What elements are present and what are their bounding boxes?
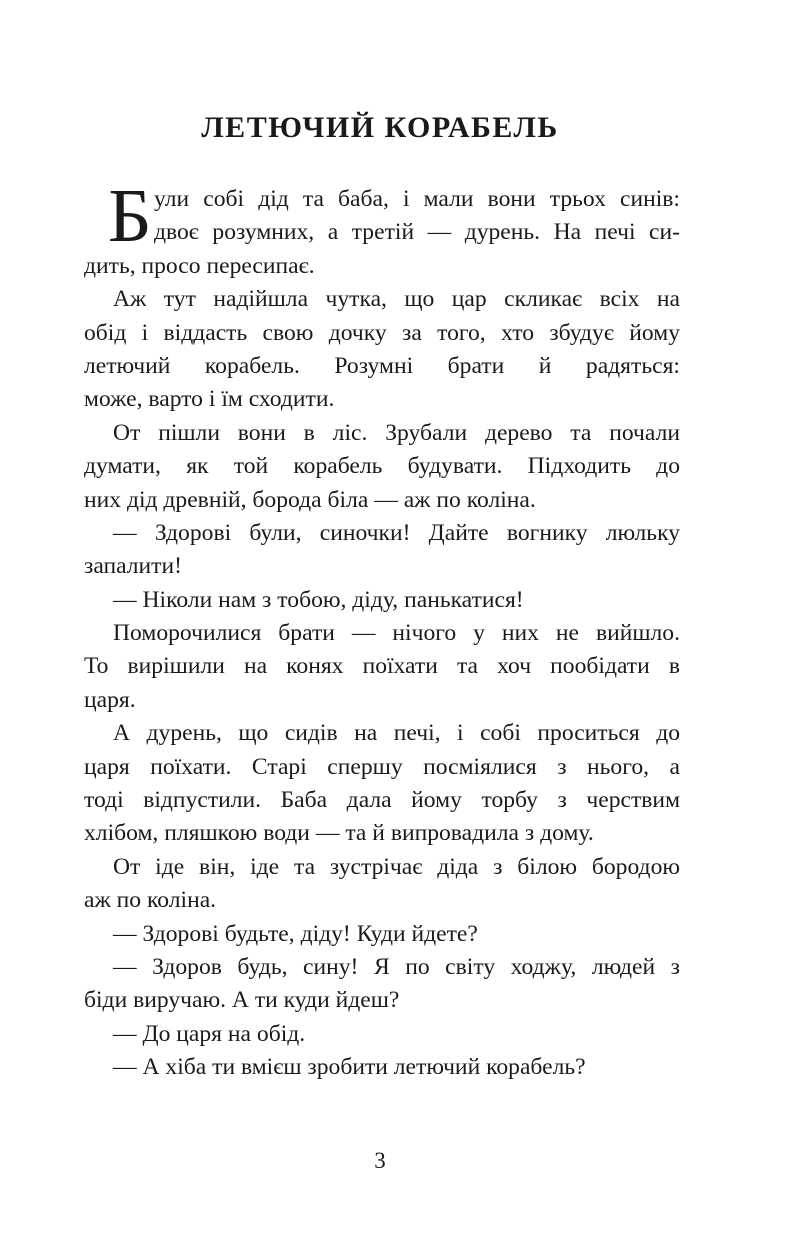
text-line: — Здорові будьте, діду! Куди йдете? [113, 920, 478, 947]
text-line: тоді відпустили. Баба дала йому торбу з черствим [84, 787, 680, 814]
page-number: 3 [374, 1148, 386, 1173]
drop-cap-letter: Б [108, 174, 152, 258]
text-line: — Ніколи нам з тобою, діду, панькатися! [113, 586, 524, 613]
text-line: думати, як той корабель будувати. Підходить до [84, 453, 680, 480]
text-line: аж по коліна. [84, 887, 217, 914]
text-line: запалити! [84, 553, 182, 580]
text-line: То вирішили на конях поїхати та хоч пообідати в [84, 653, 680, 680]
text-line: обід і віддасть свою дочку за того, хто збудує йому [84, 319, 680, 346]
text-line: — Здоров будь, сину! Я по світу ходжу, людей з [113, 953, 680, 980]
text-line: Аж тут надійшла чутка, що цар скликає всіх на [113, 286, 680, 313]
text-line: летючий корабель. Розумні брати й радяться: [84, 352, 680, 379]
text-line: двоє розумних, а третій — дурень. На печі си- [154, 219, 680, 246]
text-line: біди виручаю. А ти куди йдеш? [84, 987, 400, 1014]
text-line: них дід древній, борода біла — аж по коліна. [84, 486, 536, 513]
text-line: — Здорові були, синочки! Дайте вогнику люльку [113, 519, 680, 546]
text-line: може, варто і їм сходити. [84, 386, 335, 413]
text-line: царя. [84, 686, 136, 713]
story-text [84, 174, 680, 1085]
text-line: Поморочилися брати — нічого у них не вийшло. [113, 620, 680, 647]
text-line: От іде він, іде та зустрічає діда з білою бородою [113, 853, 680, 880]
text-line: дить, просо пересипає. [84, 252, 315, 279]
text-line: ули собі дід та баба, і мали вони трьох синів: [154, 186, 680, 212]
text-line: хлібом, пляшкою води — та й випровадила з дому. [84, 820, 594, 847]
text-line: А дурень, що сидів на печі, і собі проситься до [113, 720, 680, 747]
text-line: От пішли вони в ліс. Зрубали дерево та почали [113, 419, 680, 446]
text-line: царя поїхати. Старі спершу посміялися з нього, а [84, 753, 680, 780]
chapter-title: ЛЕТЮЧИЙ КОРАБЕЛЬ [201, 111, 559, 144]
text-line: — А хіба ти вмієш зробити летючий корабель? [113, 1054, 586, 1081]
text-line: — До царя на обід. [113, 1020, 306, 1047]
